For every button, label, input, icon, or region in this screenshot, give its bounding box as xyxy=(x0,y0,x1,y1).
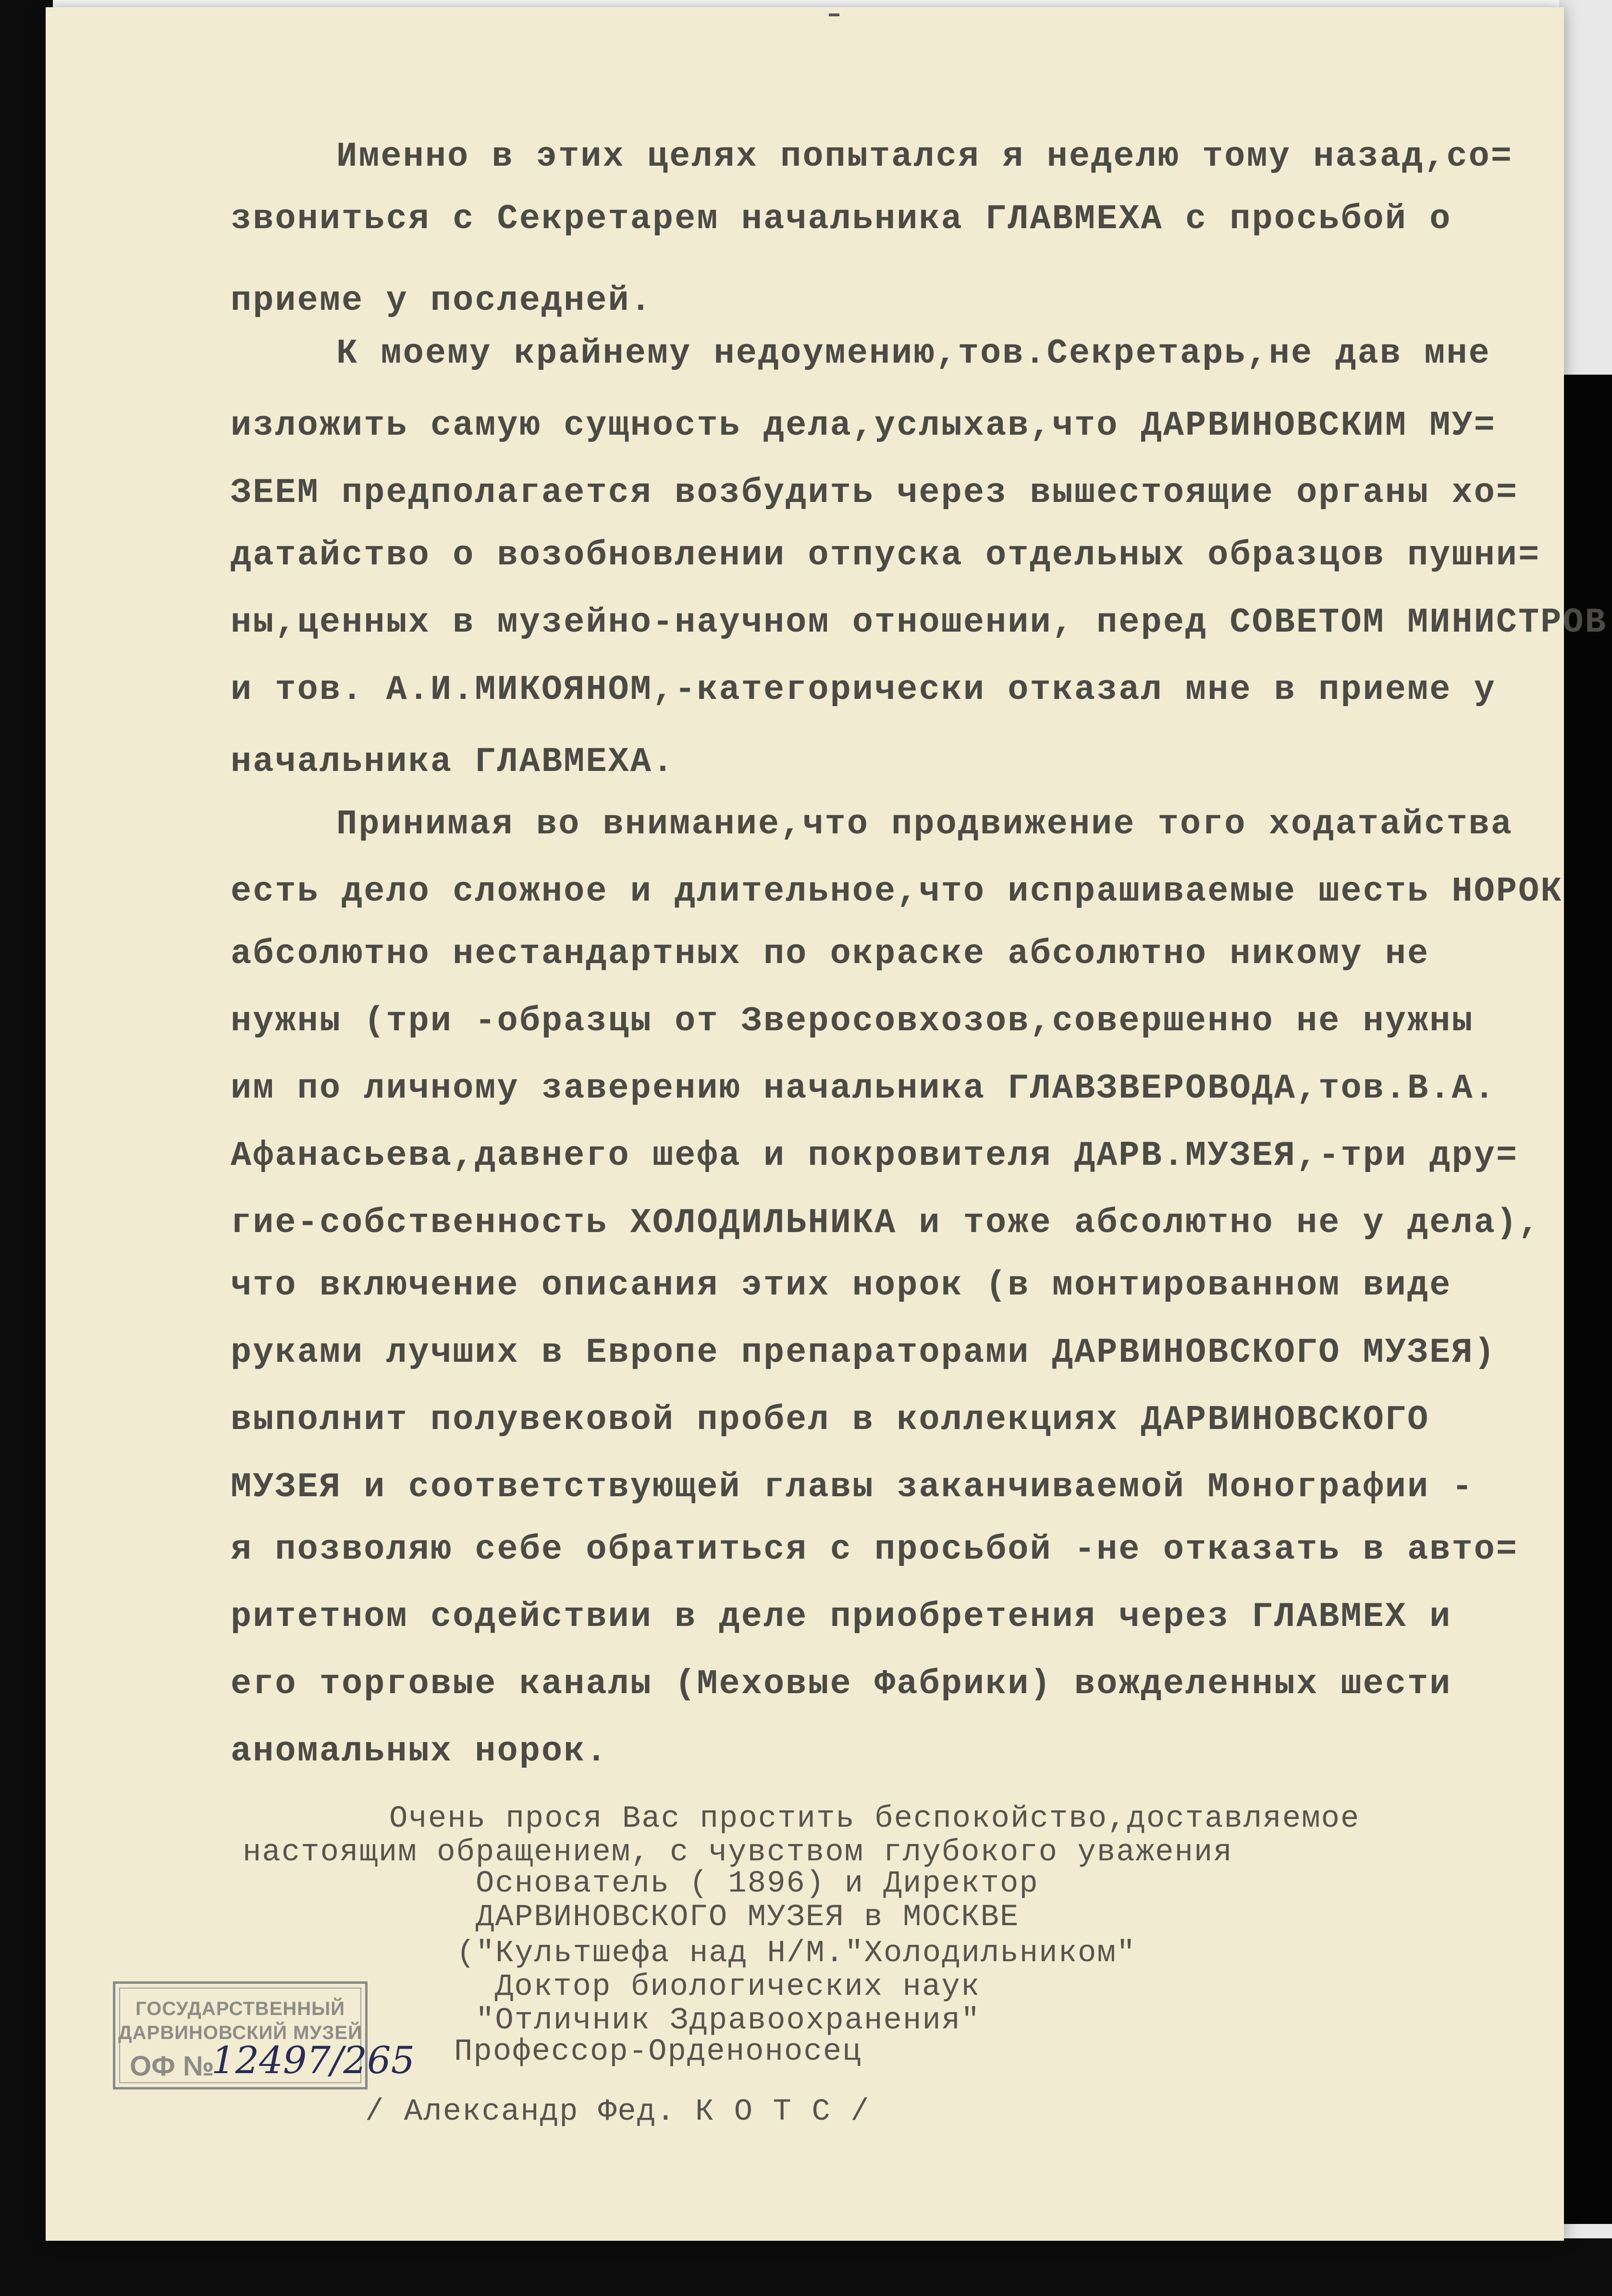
paper-mark xyxy=(829,13,839,16)
letter-line: нужны (три -образцы от Зверосовхозов,совершенно не нужны xyxy=(231,1001,1474,1041)
letter-line: есть дело сложное и длительное,что испрашиваемые шесть НОРОК xyxy=(231,872,1563,911)
letter-line: МУЗЕЯ и соответствующей главы заканчиваемой Монографии - xyxy=(231,1467,1474,1507)
stamp-line: ОФ № xyxy=(130,2051,214,2082)
signature-title: ("Культшефа над Н/М."Холодильником" xyxy=(456,1936,1136,1971)
closing-line: Очень прося Вас простить беспокойство,доставляемое xyxy=(389,1802,1360,1836)
signature-name: / Александр Фед. К О Т С / xyxy=(365,2095,870,2129)
letter-line: ны,ценных в музейно-научном отношении, перед СОВЕТОМ МИНИСТРОВ xyxy=(231,603,1607,642)
letter-line: изложить самую сущность дела,услыхав,что ДАРВИНОВСКИМ МУ= xyxy=(231,406,1496,445)
letter-line: звониться с Секретарем начальника ГЛАВМЕХА с просьбой о xyxy=(231,199,1452,239)
letter-line: К моему крайнему недоумению,тов.Секретарь,не дав мне xyxy=(336,334,1491,373)
letter-line: и тов. А.И.МИКОЯНОМ,-категорически отказал мне в приеме у xyxy=(231,670,1496,709)
signature-title: Доктор биологических наук xyxy=(495,1970,981,2004)
letter-line: ритетном содействии в деле приобретения через ГЛАВМЕХ и xyxy=(231,1597,1452,1637)
letter-line: я позволяю себе обратиться с просьбой -не отказать в авто= xyxy=(231,1530,1519,1569)
stamp-inventory-number: 12497/265 xyxy=(211,2039,415,2082)
letter-line: что включение описания этих норок (в монтированном виде xyxy=(231,1266,1452,1305)
signature-title: Профессор-Орденоносец xyxy=(454,2035,862,2069)
signature-title: Основатель ( 1896) и Директор xyxy=(476,1867,1039,1901)
letter-line: гие-собственность ХОЛОДИЛЬНИКА и тоже абсолютно не у дела), xyxy=(231,1203,1541,1243)
scan-background-bottom xyxy=(0,2238,1612,2296)
scan-background-left xyxy=(0,0,53,2296)
stamp-line: ГОСУДАРСТВЕННЫЙ xyxy=(135,1998,345,2019)
signature-title: ДАРВИНОВСКОГО МУЗЕЯ в МОСКВЕ xyxy=(476,1900,1020,1935)
letter-line: им по личному заверению начальника ГЛАВЗВЕРОВОДА,тов.В.А. xyxy=(231,1069,1496,1108)
letter-line: ЗЕЕМ предполагается возбудить через вышестоящие органы хо= xyxy=(231,473,1519,513)
letter-line: начальника ГЛАВМЕХА. xyxy=(231,742,675,782)
letter-line: руками лучших в Европе препараторами ДАРВИНОВСКОГО МУЗЕЯ) xyxy=(231,1333,1496,1372)
letter-line: выполнит полувековой пробел в коллекциях ДАРВИНОВСКОГО xyxy=(231,1400,1430,1440)
letter-line: датайство о возобновлении отпуска отдельных образцов пушни= xyxy=(231,536,1541,575)
letter-line: Афанасьева,давнего шефа и покровителя ДАРВ.МУЗЕЯ,-три дру= xyxy=(231,1136,1519,1175)
letter-line: приеме у последней. xyxy=(231,281,652,320)
letter-line: абсолютно нестандартных по окраске абсолютно никому не xyxy=(231,934,1430,974)
signature-title: "Отличник Здравоохранения" xyxy=(476,2003,981,2038)
letter-line: Принимая во внимание,что продвижение того ходатайства xyxy=(336,805,1513,844)
letter-line: аномальных норок. xyxy=(231,1732,608,1771)
stamp-line: ДАРВИНОВСКИЙ МУЗЕЙ xyxy=(118,2022,362,2043)
closing-line: настоящим обращением, с чувством глубокого уважения xyxy=(243,1835,1233,1870)
letter-line: его торговые каналы (Меховые Фабрики) вожделенных шести xyxy=(231,1664,1452,1704)
letter-line: Именно в этих целях попытался я неделю тому назад,со= xyxy=(336,137,1513,176)
scan-background-strip xyxy=(1562,375,1612,2224)
